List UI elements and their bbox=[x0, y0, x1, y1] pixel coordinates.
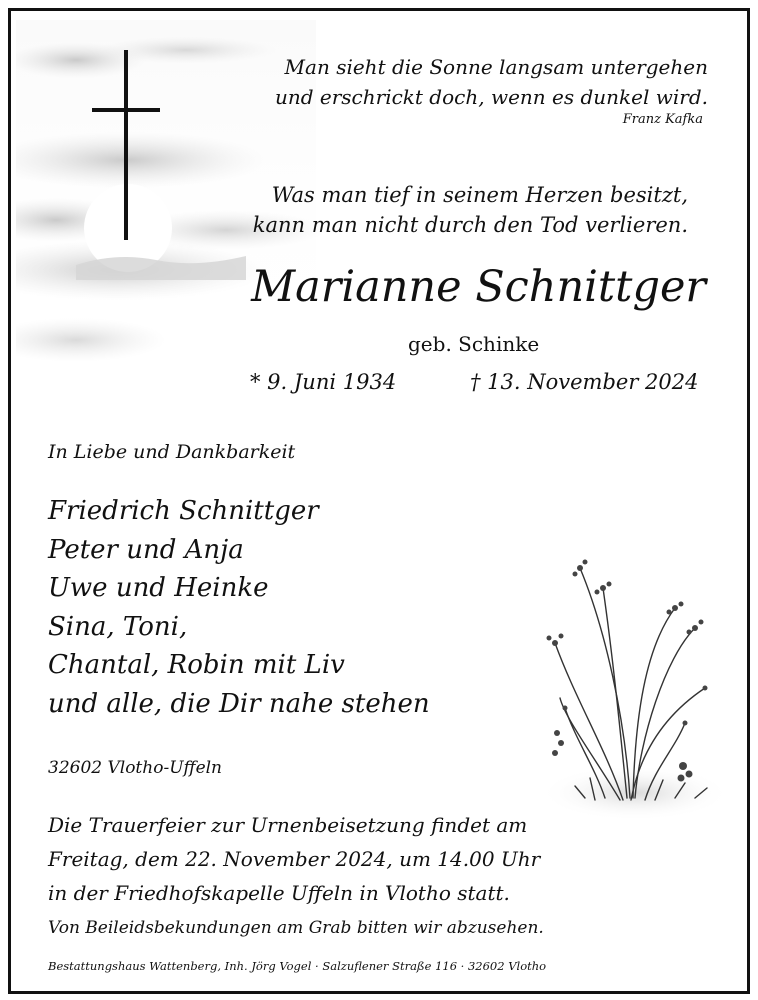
death-date: † 13. November 2024 bbox=[470, 370, 699, 394]
service-line: Freitag, dem 22. November 2024, um 14.00 Uhr bbox=[48, 847, 541, 871]
quote-line-2: kann man nicht durch den Tod verlieren. bbox=[252, 213, 688, 237]
service-line: Die Trauerfeier zur Urnenbeisetzung findet am bbox=[48, 813, 528, 837]
mourner-name: Chantal, Robin mit Liv bbox=[48, 650, 345, 680]
mourners-list bbox=[48, 492, 430, 723]
grass-flower-icon bbox=[535, 548, 725, 828]
mourners-intro: In Liebe und Dankbarkeit bbox=[48, 441, 296, 463]
birth-name: geb. Schinke bbox=[408, 332, 540, 356]
mourner-name: Friedrich Schnittger bbox=[48, 496, 319, 526]
service-info bbox=[48, 808, 540, 910]
deceased-name: Marianne Schnittger bbox=[251, 262, 706, 312]
birth-date: * 9. Juni 1934 bbox=[250, 370, 397, 394]
mourner-name: Peter und Anja bbox=[48, 534, 244, 565]
quote-line-1: Was man tief in seinem Herzen besitzt, bbox=[271, 183, 688, 207]
mourner-name: Uwe und Heinke bbox=[48, 573, 269, 603]
condolence-note: Von Beileidsbekundungen am Grab bitten wir abzusehen. bbox=[48, 918, 544, 938]
motto-line-2: und erschrickt doch, wenn es dunkel wird. bbox=[274, 85, 708, 109]
funeral-home-footer: Bestattungshaus Wattenberg, Inh. Jörg Vogel · Salzuflener Straße 116 · 32602 Vlotho bbox=[48, 959, 547, 973]
mourner-name: und alle, die Dir nahe stehen bbox=[48, 688, 430, 719]
service-line: in der Friedhofskapelle Uffeln in Vlotho statt. bbox=[48, 881, 510, 905]
mourners-place: 32602 Vlotho-Uffeln bbox=[48, 758, 223, 778]
motto-author: Franz Kafka bbox=[622, 112, 703, 127]
motto-line-1: Man sieht die Sonne langsam untergehen bbox=[284, 55, 708, 79]
mourner-name: Sina, Toni, bbox=[48, 611, 188, 642]
